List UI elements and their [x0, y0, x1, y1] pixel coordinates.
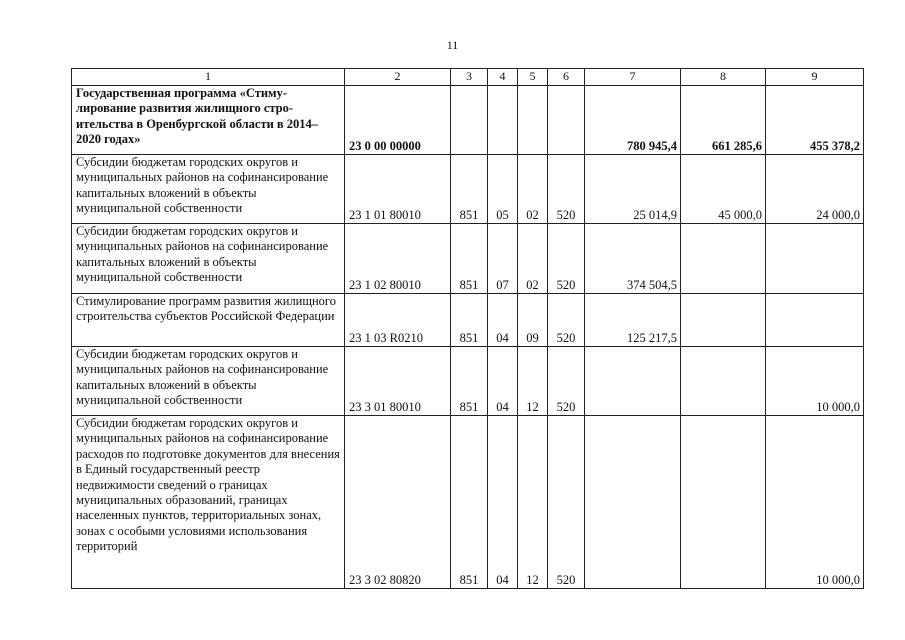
program-code: 23 1 03 R0210: [345, 294, 451, 347]
table-row: [72, 155, 864, 224]
ved-code: 851: [451, 224, 488, 294]
subsection-code: 02: [518, 155, 548, 224]
program-code: 23 0 00 00000: [345, 86, 451, 155]
expense-type-code: 520: [548, 224, 585, 294]
subsection-code: [518, 86, 548, 155]
section-code: 07: [488, 224, 518, 294]
column-header: 7: [585, 69, 681, 86]
amount-2018: 125 217,5: [585, 294, 681, 347]
amount-2019: [681, 347, 766, 416]
ved-code: 851: [451, 155, 488, 224]
table-header-row: [72, 69, 864, 86]
section-code: 05: [488, 155, 518, 224]
amount-2018: [585, 416, 681, 589]
expense-type-code: 520: [548, 416, 585, 589]
amount-2020: 455 378,2: [766, 86, 864, 155]
program-code: 23 1 02 80010: [345, 224, 451, 294]
expense-type-code: 520: [548, 155, 585, 224]
table-row: [72, 347, 864, 416]
column-header: 4: [488, 69, 518, 86]
amount-2019: [681, 416, 766, 589]
amount-2020: 10 000,0: [766, 416, 864, 589]
budget-table: [71, 68, 864, 589]
program-code: 23 1 01 80010: [345, 155, 451, 224]
expense-type-code: [548, 86, 585, 155]
table-row: [72, 224, 864, 294]
subsection-code: 09: [518, 294, 548, 347]
ved-code: 851: [451, 416, 488, 589]
section-code: 04: [488, 416, 518, 589]
section-code: 04: [488, 347, 518, 416]
amount-2020: 24 000,0: [766, 155, 864, 224]
subsection-code: 02: [518, 224, 548, 294]
table-row: [72, 86, 864, 155]
program-code: 23 3 02 80820: [345, 416, 451, 589]
row-name: Субсидии бюджетам городских округов и муниципальных районов на софинансирование капитальных вложений в объекты муниципальной собственности: [72, 347, 345, 416]
amount-2018: [585, 347, 681, 416]
amount-2019: [681, 294, 766, 347]
column-header: 6: [548, 69, 585, 86]
column-header: 9: [766, 69, 864, 86]
program-code: 23 3 01 80010: [345, 347, 451, 416]
section-code: [488, 86, 518, 155]
row-name: Субсидии бюджетам городских округов и муниципальных районов на софинансирование капитальных вложений в объекты муниципальной собственности: [72, 155, 345, 224]
table-row: [72, 294, 864, 347]
amount-2019: 661 285,6: [681, 86, 766, 155]
expense-type-code: 520: [548, 294, 585, 347]
page-number: 11: [446, 38, 459, 52]
section-code: 04: [488, 294, 518, 347]
amount-2018: 25 014,9: [585, 155, 681, 224]
amount-2019: 45 000,0: [681, 155, 766, 224]
amount-2020: 10 000,0: [766, 347, 864, 416]
row-name: Государственная программа «Стимулирование развития жилищного строительства в Оренбургской области в 2014–2020 годах»: [72, 86, 345, 155]
amount-2020: [766, 294, 864, 347]
column-header: 3: [451, 69, 488, 86]
table-row: [72, 416, 864, 589]
row-name: Субсидии бюджетам городских округов и муниципальных районов на софинансирование капитальных вложений в объекты муниципальной собственности: [72, 224, 345, 294]
column-header: 8: [681, 69, 766, 86]
ved-code: 851: [451, 294, 488, 347]
amount-2018: 374 504,5: [585, 224, 681, 294]
row-name: Субсидии бюджетам городских округов и муниципальных районов на софинансирование расходов по подготовке документов для внесения в Единый государственный реестр недвижимости сведений о границах муниципальных образований, границах населенных пунктов, территориальных зонах, зонах с особыми условиями использования территорий: [72, 416, 345, 589]
ved-code: [451, 86, 488, 155]
column-header: 1: [72, 69, 345, 86]
expense-type-code: 520: [548, 347, 585, 416]
amount-2018: 780 945,4: [585, 86, 681, 155]
subsection-code: 12: [518, 416, 548, 589]
row-name: Стимулирование программ развития жилищного строительства субъектов Российской Федерации: [72, 294, 345, 347]
amount-2019: [681, 224, 766, 294]
amount-2020: [766, 224, 864, 294]
column-header: 2: [345, 69, 451, 86]
ved-code: 851: [451, 347, 488, 416]
column-header: 5: [518, 69, 548, 86]
subsection-code: 12: [518, 347, 548, 416]
